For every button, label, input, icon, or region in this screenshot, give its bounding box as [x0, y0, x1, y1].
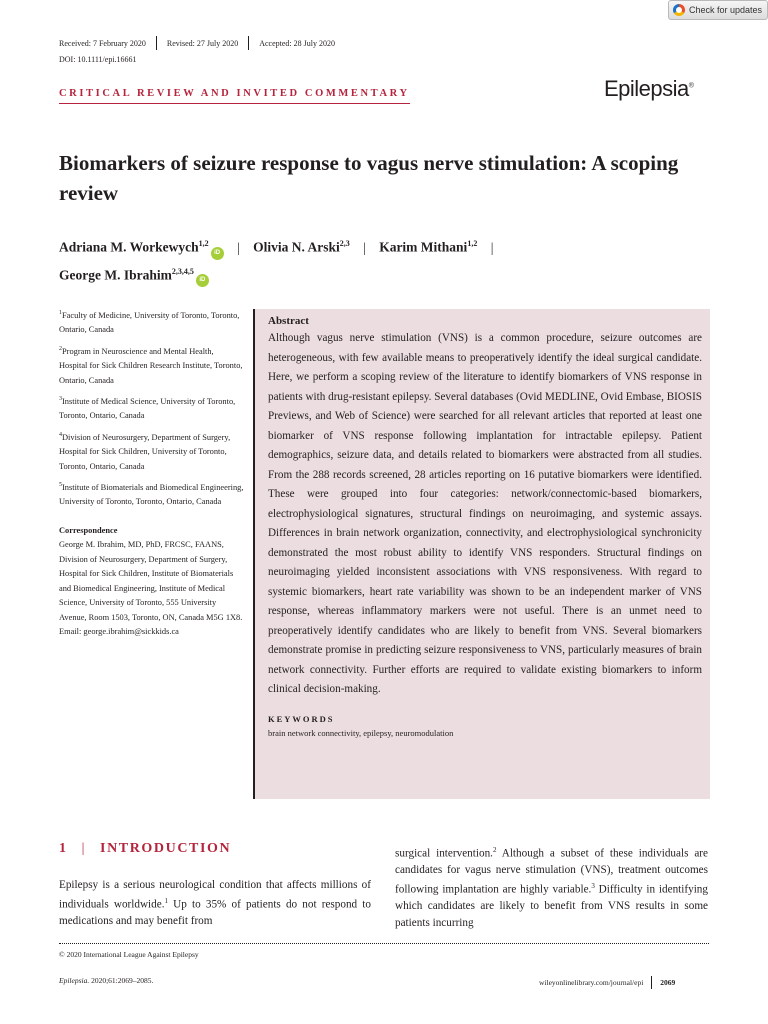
journal-name: Epilepsia — [604, 76, 689, 101]
crossmark-icon — [673, 4, 685, 16]
author-name: Karim Mithani — [379, 239, 468, 255]
citation-ref[interactable]: 3 — [591, 882, 595, 891]
body-text: Difficulty in identifying which candidates are likely to benefit from VNS results in some patients incurring — [395, 884, 708, 929]
page-number: 2069 — [660, 978, 676, 987]
keywords: brain network connectivity, epilepsy, neuromodulation — [268, 727, 454, 738]
affiliation-text: Institute of Biomaterials and Biomedical Engineering, University of Toronto, Toronto, Ontario, Canada — [59, 482, 244, 507]
affiliation — [59, 428, 244, 474]
footnote-divider — [59, 943, 709, 944]
divider — [248, 36, 249, 50]
abstract-box — [253, 309, 710, 799]
orcid-icon[interactable]: iD — [196, 274, 209, 287]
body-text: surgical intervention. — [395, 847, 493, 860]
journal-url[interactable]: wileyonlinelibrary.com/journal/epi — [539, 978, 644, 987]
author-separator: | — [363, 239, 366, 255]
author-affil-ref: 2,3,4,5 — [171, 266, 194, 276]
check-for-updates-button[interactable] — [668, 0, 768, 20]
affiliation-text: Institute of Medical Science, University of Toronto, Toronto, Ontario, Canada — [59, 396, 236, 421]
author-list — [59, 232, 699, 287]
received-date: Received: 7 February 2020 — [59, 38, 146, 48]
citation-ref[interactable]: 1 — [164, 897, 169, 906]
affiliation-text: Faculty of Medicine, University of Toronto, Toronto, Ontario, Canada — [59, 310, 240, 335]
orcid-icon[interactable]: iD — [211, 247, 224, 260]
journal-italic: Epilepsia. — [59, 976, 90, 985]
affiliation-number: 3 — [59, 396, 62, 403]
affiliation-number: 2 — [59, 345, 62, 352]
article-dates — [59, 36, 335, 50]
body-text-left — [59, 877, 371, 930]
affiliation-text: Division of Neurosurgery, Department of Surgery, Hospital for Sick Children, University of Toronto, Toronto, Ontario, Canada — [59, 432, 231, 471]
author-affil-ref: 2,3 — [339, 239, 350, 248]
keywords-heading: KEYWORDS — [268, 713, 335, 724]
abstract-body: Although vagus nerve stimulation (VNS) is a common procedure, seizure outcomes are heterogeneous, with few available means to preoperatively identify the ideal surgical candidate. Here, we perform a scoping review of the literature to identify biomarkers of VNS response in patients with drug-resistant epilepsy. Several databases (Ovid MEDLINE, Ovid Embase, BIOSIS Previews, and Web of Science) were searched for all relevant articles that reported at least one biomarker of VNS response following implantation for intractable epilepsy. Patient demographics, seizure data, and details related to biomarkers were abstracted from all studies. From the 288 records screened, 28 articles reporting on 16 putative biomarkers were identified. These were grouped into four categories: network/connectomic-based biomarkers, electrophysiological signatures, structural findings on neuroimaging, and systemic assays. Differences in brain network organization, connectivity, and electrophysiological synchronicity demonstrated the most robust ability to identify VNS responders. Structural findings on neuroimaging yielded inconsistent associations with VNS responsiveness. With regard to systemic biomarkers, heart rate variability was shown to be an independent marker of VNS response, whereas inflammatory markers were not useful. There is an unmet need to preoperatively identify candidates who are likely to benefit from VNS. Several biomarkers demonstrate promise in predicting seizure responsiveness to VNS, particularly measures of brain network connectivity. Further efforts are required to validate existing biomarkers to inform clinical decision-making. — [268, 332, 702, 695]
affiliation-number: 5 — [59, 482, 62, 489]
section-title: INTRODUCTION — [100, 841, 232, 856]
abstract-heading: Abstract — [268, 315, 309, 327]
divider — [651, 976, 652, 989]
volume-pages: 2020;61:2069–2085. — [89, 976, 154, 985]
affiliation — [59, 342, 244, 388]
footer-right — [539, 976, 675, 989]
article-title: Biomarkers of seizure response to vagus nerve stimulation: A scoping review — [59, 151, 679, 205]
section-divider: | — [81, 841, 87, 856]
citation-ref[interactable]: 2 — [492, 846, 497, 854]
doi[interactable]: DOI: 10.1111/epi.16661 — [59, 55, 137, 64]
affiliation-number: 4 — [59, 431, 62, 438]
affiliation — [59, 478, 244, 510]
check-for-updates-label: Check for updates — [689, 5, 763, 15]
affiliation-number: 1 — [59, 310, 62, 316]
correspondence-heading: Correspondence — [59, 525, 118, 535]
author-affil-ref: 1,2 — [198, 239, 209, 248]
body-text-right — [395, 842, 708, 931]
author-separator: | — [237, 239, 240, 255]
affiliation-text: Program in Neuroscience and Mental Health, Hospital for Sick Children Research Institute, Toronto, Ontario, Canada — [59, 346, 243, 385]
author-name: Adriana M. Workewych — [59, 239, 199, 255]
divider — [156, 36, 157, 50]
correspondence-text: George M. Ibrahim, MD, PhD, FRCSC, FAANS, Division of Neurosurgery, Department of Surgery, Hospital for Sick Children, Institute of Biomaterials and Biomedical Engineering, Institute of Medical Science, University of Toronto, 555 University Avenue, Room 1503, Toronto, ON, Canada M5G 1X8. — [59, 540, 243, 622]
registered-mark: ® — [688, 82, 694, 90]
body-text: Epilepsy is a serious neurological condition that affects millions of individuals worldwide. — [59, 879, 371, 912]
section-heading — [59, 841, 231, 857]
author-affil-ref: 1,2 — [467, 239, 478, 248]
author-separator: | — [490, 239, 494, 255]
section-label: CRITICAL REVIEW AND INVITED COMMENTARY — [59, 88, 410, 104]
section-number: 1 — [59, 841, 68, 856]
revised-date: Revised: 27 July 2020 — [166, 38, 239, 48]
correspondence-email[interactable]: Email: george.ibrahim@sickkids.ca — [59, 627, 179, 637]
journal-logo — [604, 76, 693, 102]
affiliations — [59, 306, 244, 640]
citation-line — [59, 976, 153, 985]
author-name: Olivia N. Arski — [253, 239, 340, 255]
body-text: Although a subset of these individuals are candidates for vagus nerve stimulation (VNS), treatment outcomes following implantation are highly variable. — [395, 847, 708, 897]
affiliation — [59, 392, 244, 424]
accepted-date: Accepted: 28 July 2020 — [259, 38, 335, 48]
copyright: © 2020 International League Against Epilepsy — [59, 950, 199, 959]
author-name: George M. Ibrahim — [59, 267, 172, 282]
affiliation — [59, 306, 244, 338]
body-text: Up to 35% of patients do not respond to medications and may benefit from — [59, 899, 371, 928]
